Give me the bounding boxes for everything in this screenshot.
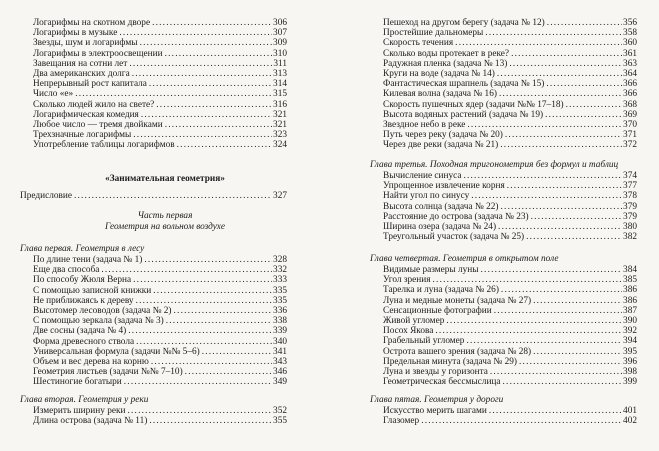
toc-entry-title: Килевая волна (задача № 16) [383, 89, 497, 100]
dot-leader [531, 212, 622, 222]
toc-entry[interactable] [383, 222, 637, 232]
dot-leader [101, 265, 272, 275]
toc-entry-page: 372 [623, 140, 637, 151]
dot-leader [463, 171, 622, 181]
toc-entry[interactable] [383, 296, 637, 306]
toc-entry[interactable] [383, 336, 637, 346]
dot-leader [185, 367, 272, 377]
toc-entry-title: Не приближаясь к дереву [33, 295, 134, 306]
toc-entry[interactable] [33, 69, 287, 79]
toc-entry-page: 401 [623, 406, 637, 416]
dot-leader [151, 357, 272, 367]
toc-entry-page: 396 [623, 356, 637, 367]
dot-leader [128, 406, 273, 416]
toc-entry-title: Завещания на сотни лет [33, 58, 128, 69]
toc-entry[interactable] [33, 406, 287, 416]
toc-entry-title: Высотомер лесоводов (задача № 2) [33, 306, 172, 316]
toc-entry[interactable] [383, 79, 637, 89]
toc-entry[interactable] [383, 28, 637, 38]
toc-entry-title: Луна и звезды у горизонта [383, 367, 488, 377]
toc-entry[interactable] [383, 367, 637, 377]
dot-leader [149, 79, 272, 89]
toc-entry[interactable] [33, 337, 287, 347]
toc-entry-page: 402 [623, 416, 637, 427]
toc-entry[interactable] [33, 38, 287, 48]
toc-entry-title: С помощью зеркала (задача № 3) [33, 316, 164, 327]
toc-entry[interactable] [383, 265, 637, 275]
toc-entry-page: 384 [623, 265, 637, 275]
toc-entry[interactable] [383, 232, 637, 242]
toc-entry-page: 343 [273, 357, 287, 367]
toc-entry[interactable] [33, 89, 287, 99]
toc-entry-page: 363 [623, 58, 637, 69]
toc-entry-page: 374 [623, 171, 637, 181]
toc-entry-title: Вычисление синуса [383, 171, 462, 181]
toc-entry[interactable] [383, 69, 637, 79]
toc-entry-title: Луна и медные монеты (задача № 27) [383, 295, 532, 306]
toc-entry-page: 310 [273, 48, 287, 59]
toc-entry-page: 366 [623, 79, 637, 90]
toc-entry-page: 309 [273, 38, 287, 49]
toc-entry[interactable] [33, 377, 287, 387]
chapter-heading-5: Глава пятая. Геометрия у дороги [370, 395, 504, 405]
dot-leader [481, 265, 623, 275]
dot-leader [421, 416, 622, 426]
dot-leader [500, 140, 622, 150]
toc-entry-page: 380 [623, 222, 637, 232]
toc-entry-page: 369 [623, 109, 637, 120]
toc-entry-title: Геометрия листьев (задачи №№ 7–10) [33, 367, 183, 378]
toc-entry[interactable] [383, 377, 637, 387]
toc-entry-title: Логарифмы в музыке [33, 28, 118, 39]
toc-entry-title: Непрерывный рост капитала [33, 79, 147, 90]
dot-leader [165, 120, 272, 130]
dot-leader [519, 357, 622, 367]
toc-entry-title: Скорость пушечных ядер (задачи №№ 17–18) [383, 99, 564, 110]
toc-entry[interactable] [383, 120, 637, 130]
toc-entry[interactable] [33, 140, 287, 150]
toc-entry[interactable] [383, 89, 637, 99]
toc-entry[interactable] [383, 59, 637, 69]
dot-leader [177, 140, 272, 150]
toc-entry-title: Живой угломер [383, 316, 445, 326]
toc-entry[interactable] [33, 28, 287, 38]
toc-entry-page: 324 [273, 140, 287, 151]
toc-entry-title: Логарифмическая комедия [33, 109, 139, 120]
toc-entry[interactable] [33, 100, 287, 110]
dot-leader [507, 181, 622, 191]
dot-leader [503, 377, 623, 387]
dot-leader [509, 59, 622, 69]
toc-entry-page: 340 [273, 336, 287, 347]
toc-entry-title: Звездное небо в реке [383, 120, 466, 130]
toc-entry-title: Круги на воде (задача № 14) [383, 69, 495, 79]
toc-entry[interactable] [383, 306, 637, 316]
toc-entry[interactable] [33, 265, 287, 275]
toc-entry-title: Форма древесного ствола [33, 336, 135, 347]
toc-entry[interactable] [383, 316, 637, 326]
toc-entry-page: 321 [273, 120, 287, 130]
toc-entry[interactable] [383, 406, 637, 416]
toc-entry-page: 370 [623, 120, 637, 130]
toc-entry-title: Логарифмы в электроосвещении [33, 48, 163, 59]
toc-entry-title: Число «е» [33, 89, 74, 100]
dot-leader [485, 28, 622, 38]
toc-entry-title: Видимые размеры луны [383, 265, 479, 275]
toc-entry-page: 399 [623, 377, 637, 388]
toc-entry[interactable] [33, 367, 287, 377]
toc-entry-page: 321 [273, 109, 287, 120]
dot-leader [526, 232, 622, 242]
toc-entry-title: Через две реки (задача № 21) [383, 140, 499, 151]
toc-entry-title: Треугольный участок (задача № 25) [383, 232, 525, 243]
toc-entry-title: Шестиногие богатыри [33, 377, 122, 388]
dot-leader [511, 49, 622, 59]
toc-entry-page: 382 [623, 232, 637, 243]
dot-leader [119, 28, 272, 38]
toc-entry-page: 379 [623, 211, 637, 222]
toc-entry-title: Сенсационные фотографии [383, 305, 492, 316]
toc-entry[interactable] [383, 18, 637, 28]
toc-entry-page: 349 [273, 377, 287, 388]
toc-entry[interactable] [383, 38, 637, 48]
dot-leader [133, 130, 272, 140]
toc-entry-page: 336 [273, 306, 287, 316]
dot-leader [467, 120, 622, 130]
toc-entry[interactable] [383, 191, 637, 201]
dot-leader [545, 110, 622, 120]
toc-entry-page: 394 [623, 336, 637, 347]
toc-entry-page: 338 [273, 316, 287, 327]
dot-leader [498, 222, 622, 232]
toc-entry-title: Универсальная формула (задачи №№ 5–6) [33, 346, 200, 357]
dot-leader [494, 306, 622, 316]
toc-entry-title: По способу Жюля Верна [33, 275, 132, 286]
dot-leader [533, 296, 622, 306]
toc-entry[interactable] [383, 347, 637, 357]
dot-leader [75, 89, 272, 99]
toc-entry-page: 313 [273, 69, 287, 79]
toc-entry-title: Найти угол по синусу [383, 191, 470, 202]
dot-leader [490, 367, 622, 377]
toc-entry[interactable] [383, 171, 637, 181]
toc-entry-page: 386 [623, 285, 637, 296]
dot-leader [128, 326, 272, 336]
dot-leader [533, 347, 622, 357]
toc-entry-title: Звезды, шум и логарифмы [33, 38, 138, 49]
toc-entry-title: Измерить ширину реки [33, 406, 126, 416]
toc-entry-title: Радужная пленка (задача № 13) [383, 58, 508, 69]
toc-entry[interactable] [33, 130, 287, 140]
toc-entry-page: 339 [273, 326, 287, 337]
toc-entry-page: 335 [273, 295, 287, 306]
toc-entry-title: Высота водяных растений (задача № 19) [383, 109, 544, 120]
toc-entry-page: 368 [623, 99, 637, 110]
toc-entry-page: 387 [623, 305, 637, 316]
toc-entry[interactable] [33, 49, 287, 59]
dot-leader [129, 59, 272, 69]
toc-entry[interactable] [33, 110, 287, 120]
toc-entry[interactable] [383, 140, 637, 150]
toc-entry[interactable] [33, 59, 287, 69]
dot-leader [435, 326, 622, 336]
dot-leader [124, 377, 272, 387]
toc-entry-title: Искусство мерить шагами [383, 406, 487, 416]
toc-entry[interactable] [33, 357, 287, 367]
toc-entry-title: Путь через реку (задача № 20) [383, 130, 503, 141]
toc-entry-title: Простейшие дальномеры [383, 28, 484, 39]
toc-entry-title: Употребление таблицы логарифмов [33, 140, 175, 151]
toc-entry[interactable] [33, 316, 287, 326]
toc-entry-title: Логарифмы на скотном дворе [33, 18, 151, 28]
toc-entry-title: Предельная минута (задача № 29) [383, 356, 518, 367]
book-title: «Занимательная геометрия» [105, 174, 225, 184]
toc-entry-page: 386 [623, 295, 637, 306]
toc-entry-page: 314 [273, 79, 287, 90]
toc-entry-page: 358 [623, 28, 637, 39]
toc-entry-title: Два американских долга [33, 69, 130, 79]
toc-entry[interactable] [33, 18, 287, 28]
dot-leader [153, 286, 272, 296]
toc-entry-page: 316 [273, 99, 287, 110]
dot-leader [174, 306, 273, 316]
dot-leader [140, 38, 272, 48]
toc-entry-title: Расстояние до острова (задача № 23) [383, 211, 529, 222]
toc-entry-page: 360 [623, 38, 637, 49]
toc-entry-title: Две сосны (задача № 4) [33, 326, 127, 337]
dot-leader [501, 202, 623, 212]
toc-entry-page: 307 [273, 28, 287, 39]
part-subtitle: Геометрия на вольном воздухе [104, 222, 226, 232]
toc-entry[interactable] [33, 347, 287, 357]
toc-entry[interactable] [383, 49, 637, 59]
toc-entry-page: 361 [623, 48, 637, 59]
toc-entry-title: Фантастическая шрапнель (задача № 15) [383, 79, 545, 90]
dot-leader [471, 191, 622, 201]
toc-entry-page: 378 [623, 191, 637, 202]
toc-entry[interactable] [33, 255, 287, 265]
toc-entry-page: 390 [623, 316, 637, 326]
toc-entry[interactable] [383, 100, 637, 110]
toc-entry[interactable] [33, 326, 287, 336]
toc-entry[interactable] [33, 79, 287, 89]
toc-entry[interactable] [33, 286, 287, 296]
toc-entry-title: Посох Якова [383, 326, 434, 337]
toc-entry[interactable] [383, 285, 637, 295]
toc-entry-page: 385 [623, 275, 637, 286]
right-page [330, 0, 659, 451]
toc-entry-title: Угол зрения [383, 275, 431, 286]
toc-entry-page: 328 [273, 255, 287, 265]
toc-entry-page: 371 [623, 130, 637, 141]
dot-leader [455, 38, 622, 48]
toc-entry-title: Грабельный угломер [383, 336, 465, 347]
toc-entry-title: Тарелка и луна (задача № 26) [383, 285, 499, 296]
toc-entry-page: 332 [273, 265, 287, 276]
toc-entry[interactable] [383, 181, 637, 191]
toc-entry-page: 355 [273, 416, 287, 427]
dot-leader [202, 347, 272, 357]
chapter-heading-1: Глава первая. Геометрия в лесу [20, 244, 145, 254]
toc-entry[interactable] [33, 296, 287, 306]
dot-leader [501, 285, 622, 295]
toc-entry-page: 341 [273, 346, 287, 357]
chapter-heading-4: Глава четвертая. Геометрия в открытом поле [370, 254, 559, 264]
dot-leader [141, 110, 272, 120]
toc-entry[interactable] [33, 306, 287, 316]
toc-entry-title: Пешеход на другом берегу (задача № 12) [383, 18, 545, 28]
toc-entry-page: 395 [623, 346, 637, 357]
dot-leader [132, 69, 272, 79]
toc-entry-title: Упрощенное извлечение корня [383, 181, 505, 192]
dot-leader [489, 406, 622, 416]
toc-entry-page: 346 [273, 367, 287, 378]
toc-entry-page: 323 [273, 130, 287, 141]
dot-leader [547, 18, 622, 28]
toc-entry-page: 379 [623, 201, 637, 212]
toc-entry-page: 333 [273, 275, 287, 286]
toc-entry-page: 366 [623, 89, 637, 100]
dot-leader [136, 296, 272, 306]
dot-leader [499, 89, 622, 99]
toc-entry-page: 398 [623, 367, 637, 377]
toc-entry-title: Трехзначные логарифмы [33, 130, 132, 141]
toc-entry[interactable] [383, 130, 637, 140]
toc-entry-page: 377 [623, 181, 637, 192]
toc-entry-page: 335 [273, 285, 287, 296]
toc-entry-preface[interactable] [20, 191, 287, 201]
toc-entry[interactable] [383, 212, 637, 222]
toc-entry-title: По длине тени (задача № 1) [33, 255, 143, 265]
toc-entry-page: 327 [273, 191, 287, 201]
toc-entry-title: Геометрическая бессмыслица [383, 377, 501, 388]
toc-entry-title: Предисловие [20, 191, 72, 201]
toc-entry-title: Любое число — тремя двойками [33, 120, 163, 130]
dot-leader [166, 316, 272, 326]
dot-leader [466, 336, 622, 346]
toc-entry-title: Сколько воды протекает в реке? [383, 48, 510, 59]
toc-entry-title: Объем и вес дерева на корню [33, 357, 149, 367]
toc-entry-title: Сколько людей жило на свете? [33, 99, 155, 110]
toc-entry-title: Длина острова (задача № 11) [33, 416, 148, 427]
dot-leader [149, 416, 272, 426]
toc-entry[interactable] [383, 357, 637, 367]
toc-entry-title: Еще два способа [33, 265, 100, 276]
toc-entry-page: 352 [273, 406, 287, 416]
dot-leader [133, 275, 272, 285]
toc-entry-page: 356 [623, 18, 637, 28]
toc-entry[interactable] [33, 416, 287, 426]
toc-entry-page: 392 [623, 326, 637, 337]
dot-leader [446, 316, 622, 326]
toc-entry[interactable] [33, 275, 287, 285]
toc-entry-page: 306 [273, 18, 287, 28]
toc-entry-title: Глазомер [383, 416, 420, 427]
toc-entry-title: Скорость течения [383, 38, 454, 49]
toc-entry[interactable] [383, 275, 637, 285]
dot-leader [152, 18, 272, 28]
toc-entry-page: 311 [273, 58, 287, 69]
toc-entry[interactable] [383, 202, 637, 212]
dot-leader [74, 191, 272, 201]
dot-leader [497, 69, 622, 79]
toc-entry[interactable] [383, 416, 637, 426]
toc-entry-page: 364 [623, 69, 637, 79]
chapter-heading-2: Глава вторая. Геометрия у реки [20, 395, 149, 405]
dot-leader [136, 337, 272, 347]
dot-leader [505, 130, 622, 140]
toc-entry-title: Высота солнца (задача № 22) [383, 201, 499, 212]
dot-leader [546, 79, 622, 89]
dot-leader [165, 49, 272, 59]
dot-leader [156, 100, 272, 110]
toc-entry-title: Острота вашего зрения (задача № 28) [383, 346, 532, 357]
toc-entry[interactable] [383, 326, 637, 336]
toc-entry-title: Ширина озера (задача № 24) [383, 222, 497, 232]
toc-entry-title: С помощью записной книжки [33, 285, 152, 296]
part-label: Часть первая [137, 211, 193, 221]
dot-leader [433, 275, 623, 285]
dot-leader [144, 255, 272, 265]
chapter-heading-3: Глава третья. Походная тригонометрия без формул и таблиц [370, 160, 619, 170]
toc-entry[interactable] [33, 120, 287, 130]
dot-leader [566, 100, 622, 110]
toc-entry-page: 315 [273, 89, 287, 100]
toc-entry[interactable] [383, 110, 637, 120]
